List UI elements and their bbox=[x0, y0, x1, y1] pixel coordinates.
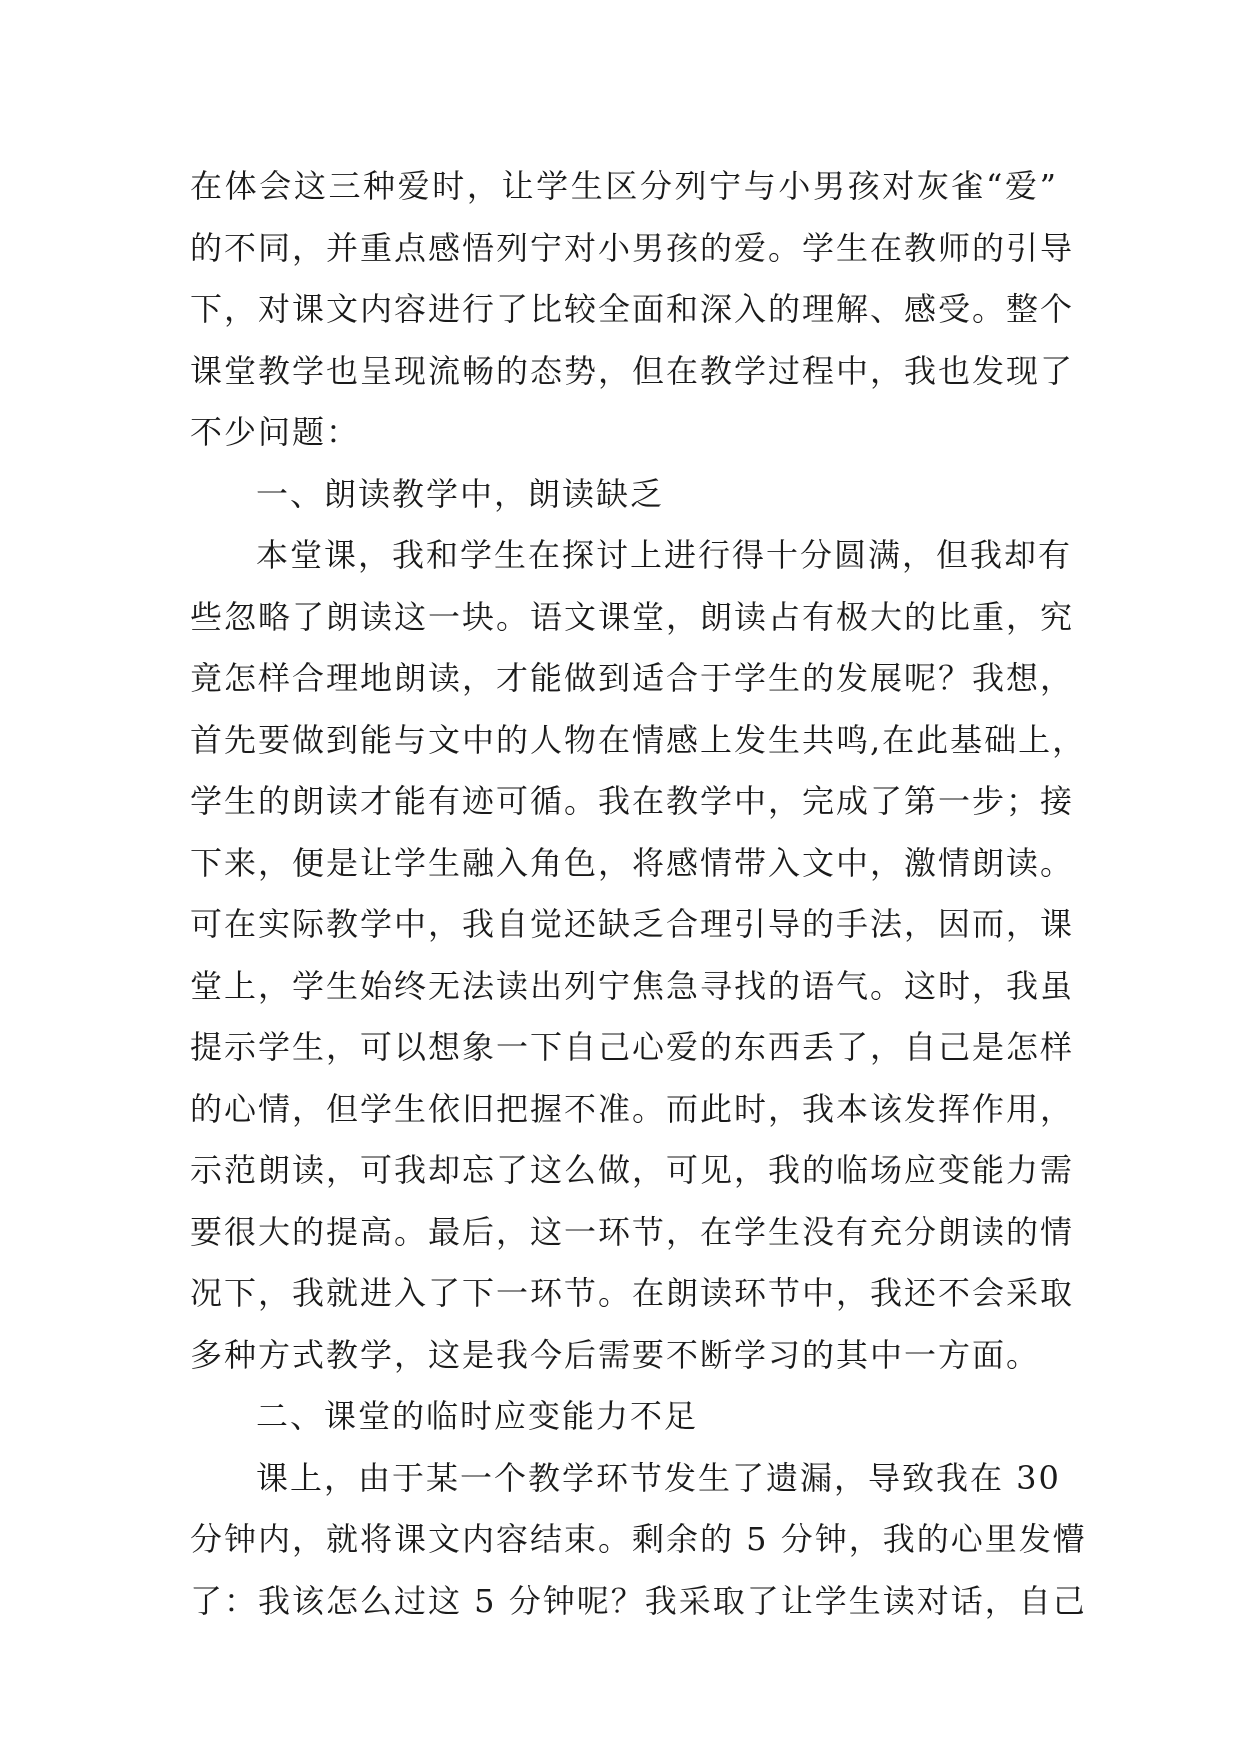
text-line: 在体会这三种爱时，让学生区分列宁与小男孩对灰雀“爱” bbox=[190, 167, 1058, 205]
text-line: 些忽略了朗读这一块。语文课堂，朗读占有极大的比重，究 bbox=[190, 597, 1075, 636]
text-line: 竟怎样合理地朗读，才能做到适合于学生的发展呢？我想， bbox=[190, 659, 1075, 697]
text-line: 分钟内，就将课文内容结束。剩余的 5 分钟，我的心里发懵 bbox=[190, 1520, 1087, 1558]
text-line: 下，对课文内容进行了比较全面和深入的理解、感受。整个 bbox=[190, 290, 1075, 328]
text-line: 课堂教学也呈现流畅的态势，但在教学过程中，我也发现了 bbox=[190, 351, 1075, 390]
text-line: 要很大的提高。最后，这一环节，在学生没有充分朗读的情 bbox=[190, 1212, 1075, 1251]
text-line: 的心情，但学生依旧把握不准。而此时，我本该发挥作用， bbox=[190, 1089, 1075, 1128]
text-line: 可在实际教学中，我自觉还缺乏合理引导的手法，因而，课 bbox=[190, 905, 1075, 943]
section-heading-1: 一、朗读教学中，朗读缺乏 bbox=[256, 474, 665, 513]
text-line: 多种方式教学，这是我今后需要不断学习的其中一方面。 bbox=[190, 1335, 1041, 1374]
text-line: 首先要做到能与文中的人物在情感上发生共鸣,在此基础上， bbox=[190, 720, 1087, 759]
text-line: 学生的朗读才能有迹可循。我在教学中，完成了第一步；接 bbox=[190, 782, 1075, 820]
text-line: 课上，由于某一个教学环节发生了遗漏，导致我在 30 bbox=[256, 1458, 1061, 1497]
text-line: 示范朗读，可我却忘了这么做，可见，我的临场应变能力需 bbox=[190, 1151, 1075, 1189]
text-line: 了：我该怎么过这 5 分钟呢？我采取了让学生读对话，自己 bbox=[190, 1581, 1087, 1620]
text-line: 下来，便是让学生融入角色，将感情带入文中，激情朗读。 bbox=[190, 843, 1075, 882]
section-heading-2: 二、课堂的临时应变能力不足 bbox=[256, 1397, 699, 1435]
text-line: 本堂课，我和学生在探讨上进行得十分圆满，但我却有 bbox=[256, 536, 1073, 574]
text-line: 提示学生，可以想象一下自己心爱的东西丢了，自己是怎样 bbox=[190, 1028, 1075, 1066]
text-line: 不少问题： bbox=[190, 413, 361, 451]
body-text bbox=[190, 156, 1087, 1632]
text-line: 况下，我就进入了下一环节。在朗读环节中，我还不会采取 bbox=[190, 1274, 1075, 1312]
text-line: 堂上，学生始终无法读出列宁焦急寻找的语气。这时，我虽 bbox=[190, 966, 1075, 1005]
text-line: 的不同，并重点感悟列宁对小男孩的爱。学生在教师的引导 bbox=[190, 228, 1075, 267]
